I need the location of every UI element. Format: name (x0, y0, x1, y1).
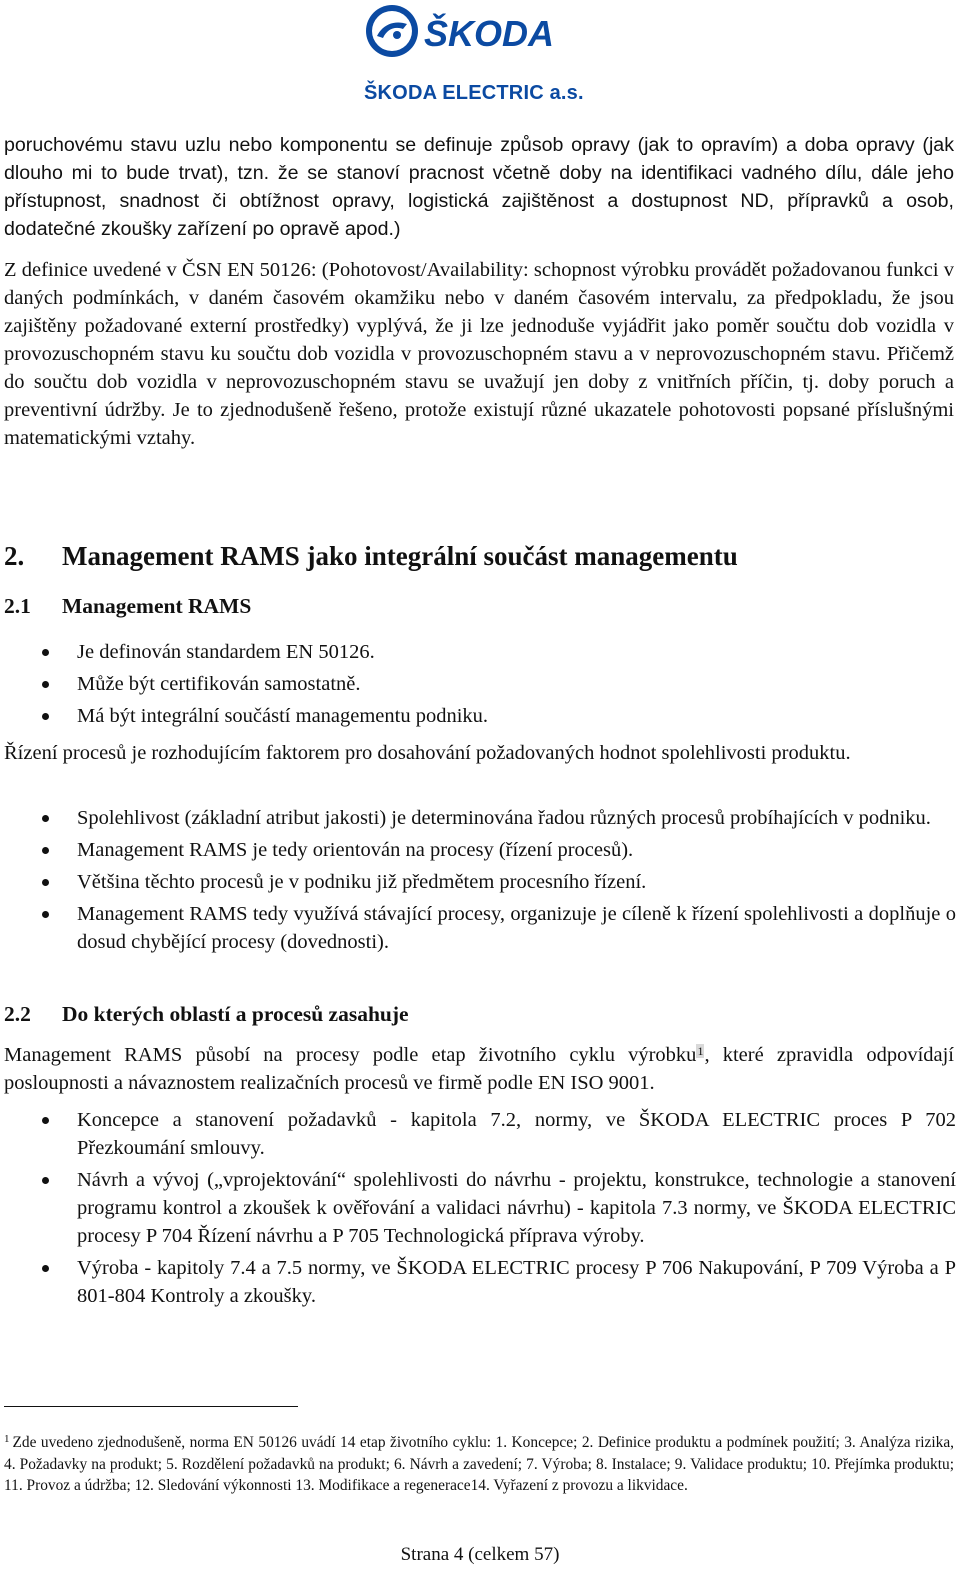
section-2-1-number: 2.1 (4, 594, 31, 618)
availability-paragraph: Z definice uvedené v ČSN EN 50126: (Pohotovost/Availability: schopnost výrobku provádět požadovanou funkci v daných podmínkách, v daném časovém okamžiku nebo v daném časovém intervalu, za předpokladu, že jsou zajištěny požadované externí prostředky) vyplývá, že ji lze jednoduše vyjádřit jako poměr součtu dob vozidla v provozuschopném stavu ku součtu dob vozidla v provozuschopném stavu a v neprovozuschopném stavu. Přičemž do součtu dob vozidla v neprovozuschopném stavu se uvažují jen doby z vnitřních příčin, tj. doby poruch a preventivní údržby. Je to zjednodušeně řešeno, protože existují různé ukazatele pohotovosti popsané příslušnými matematickými vztahy. (4, 259, 954, 449)
bullet-icon (42, 1265, 49, 1272)
bullet-icon (42, 649, 49, 656)
footnote (4, 1432, 954, 1497)
list-item: Je definován standardem EN 50126. (0, 636, 956, 668)
section-2-title: Management RAMS jako integrální součást managementu (62, 541, 738, 571)
skoda-logo (363, 2, 555, 64)
footnote-number: 1 (4, 1433, 10, 1445)
bullet-icon (42, 1177, 49, 1184)
section-2-1-bullet-list-2 (0, 804, 956, 956)
page-header (0, 0, 960, 112)
list-item: Spolehlivost (základní atribut jakosti) je determinována řadou různých procesů probíhajících v podniku. (0, 804, 956, 832)
lifecycle-paragraph: Management RAMS působí na procesy podle etap životního cyklu výrobku$^1$, které zpravidla odpovídají posloupnosti a návaznostem realizačních procesů ve firmě podle EN ISO 9001. (4, 1044, 954, 1094)
skoda-logo-text: ŠKODA (424, 13, 555, 54)
section-2-number: 2. (4, 541, 25, 571)
list-item: Koncepce a stanovení požadavků - kapitola 7.2, normy, ve ŠKODA ELECTRIC proces P 702 Přezkoumání smlouvy. (0, 1106, 956, 1162)
bullet-icon (42, 911, 49, 918)
bullet-icon (42, 847, 49, 854)
section-2-1-bullet-list (0, 636, 956, 732)
section-2-2-bullet-list (0, 1106, 956, 1310)
section-2-1-title: Management RAMS (62, 594, 252, 618)
bullet-icon (42, 879, 49, 886)
list-item: Výroba - kapitoly 7.4 a 7.5 normy, ve ŠKODA ELECTRIC procesy P 706 Nakupování, P 709 Výroba a P 801-804 Kontroly a zkoušky. (0, 1254, 956, 1310)
page-number: Strana 4 (celkem 57) (400, 1544, 560, 1565)
process-paragraph: Řízení procesů je rozhodujícím faktorem pro dosahování požadovaných hodnot spolehlivosti produktu. (4, 742, 851, 764)
bullet-icon (42, 713, 49, 720)
list-item: Management RAMS tedy využívá stávající procesy, organizuje je cíleně k řízení spolehlivosti a doplňuje o dosud chybějící procesy (dovednosti). (0, 900, 956, 956)
section-2-2-heading (4, 1002, 409, 1027)
footnote-divider (4, 1406, 298, 1407)
section-2-2-title: Do kterých oblastí a procesů zasahuje (62, 1002, 409, 1026)
list-item: Většina těchto procesů je v podniku již předmětem procesního řízení. (0, 868, 956, 896)
section-2-heading (4, 541, 738, 572)
list-item: Management RAMS je tedy orientován na procesy (řízení procesů). (0, 836, 956, 864)
bullet-icon (42, 1117, 49, 1124)
bullet-icon (42, 681, 49, 688)
footnote-text: Zde uvedeno zjednodušeně, norma EN 50126 uvádí 14 etap životního cyklu: 1. Koncepce; 2. Definice produktu a podmínek použití; 3. Analýza rizika, 4. Požadavky na produkt; 5. Rozdělení požadavků na produkt; 6. Návrh a zavedení; 7. Výroba; 8. Instalace; 9. Validace produktu; 10. Přejímka produktu; 11. Provoz a údržba; 12. Sledování výkonnosti 13. Modifikace a regenerace14. Vyřazení z provozu a likvidace. (4, 1434, 954, 1494)
list-item: Návrh a vývoj („vprojektování“ spolehlivosti do návrhu - projektu, konstrukce, technologie a stanovení programu kontrol a zkoušek k ověřování a validaci návrhu) - kapitola 7.3 normy, ve ŠKODA ELECTRIC procesy P 704 Řízení návrhu a P 705 Technologická příprava výroby. (0, 1166, 956, 1250)
section-2-2-number: 2.2 (4, 1002, 31, 1026)
bullet-icon (42, 815, 49, 822)
list-item: Má být integrální součástí managementu podniku. (0, 700, 956, 732)
intro-paragraph: poruchovému stavu uzlu nebo komponentu se definuje způsob opravy (jak to opravím) a doba opravy (jak dlouho mi to bude trvat), tzn. že se stanoví pracnost včetně doby na identifikaci vadného dílu, dále jeho přístupnost, snadnost či obtížnost opravy, logistická zajištěnost a dostupnost ND, přípravků a osob, dodatečné zkoušky zařízení po opravě apod.) (4, 134, 954, 240)
list-item: Může být certifikován samostatně. (0, 668, 956, 700)
section-2-1-heading (4, 594, 251, 619)
company-name: ŠKODA ELECTRIC a.s. (364, 82, 584, 104)
footnote-reference[interactable]: 1 (697, 1044, 704, 1058)
